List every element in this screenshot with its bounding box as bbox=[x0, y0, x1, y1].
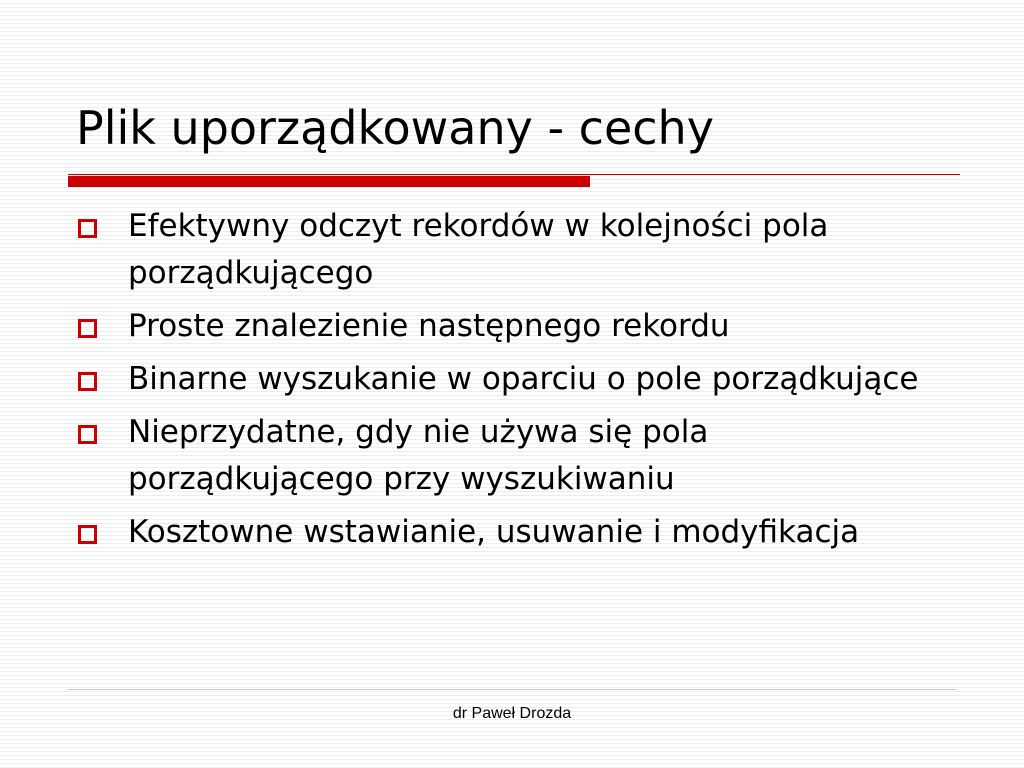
bullet-item bbox=[78, 303, 948, 350]
bullet-item bbox=[78, 509, 948, 556]
bullet-text: Efektywny odczyt rekordów w kolejności pola porządkującego bbox=[128, 208, 829, 291]
bullet-item bbox=[78, 203, 948, 297]
bullet-list bbox=[78, 203, 948, 562]
hollow-square-icon bbox=[78, 219, 97, 238]
title-underline-thick bbox=[68, 176, 590, 187]
footer-author: dr Paweł Drozda bbox=[452, 705, 572, 722]
bullet-text: Binarne wyszukanie w oparciu o pole porządkujące bbox=[128, 361, 919, 397]
bullet-item bbox=[78, 356, 948, 403]
hollow-square-icon bbox=[78, 425, 97, 444]
bullet-text: Kosztowne wstawianie, usuwanie i modyfikacja bbox=[128, 514, 860, 550]
title-underline-thin bbox=[68, 174, 960, 175]
bullet-text: Nieprzydatne, gdy nie używa się pola porządkującego przy wyszukiwaniu bbox=[128, 414, 709, 497]
bullet-item bbox=[78, 409, 948, 503]
footer-divider bbox=[68, 689, 956, 690]
slide-title: Plik uporządkowany - cechy bbox=[76, 101, 714, 155]
hollow-square-icon bbox=[78, 319, 97, 338]
hollow-square-icon bbox=[78, 525, 97, 544]
hollow-square-icon bbox=[78, 372, 97, 391]
bullet-text: Proste znalezienie następnego rekordu bbox=[128, 308, 730, 344]
